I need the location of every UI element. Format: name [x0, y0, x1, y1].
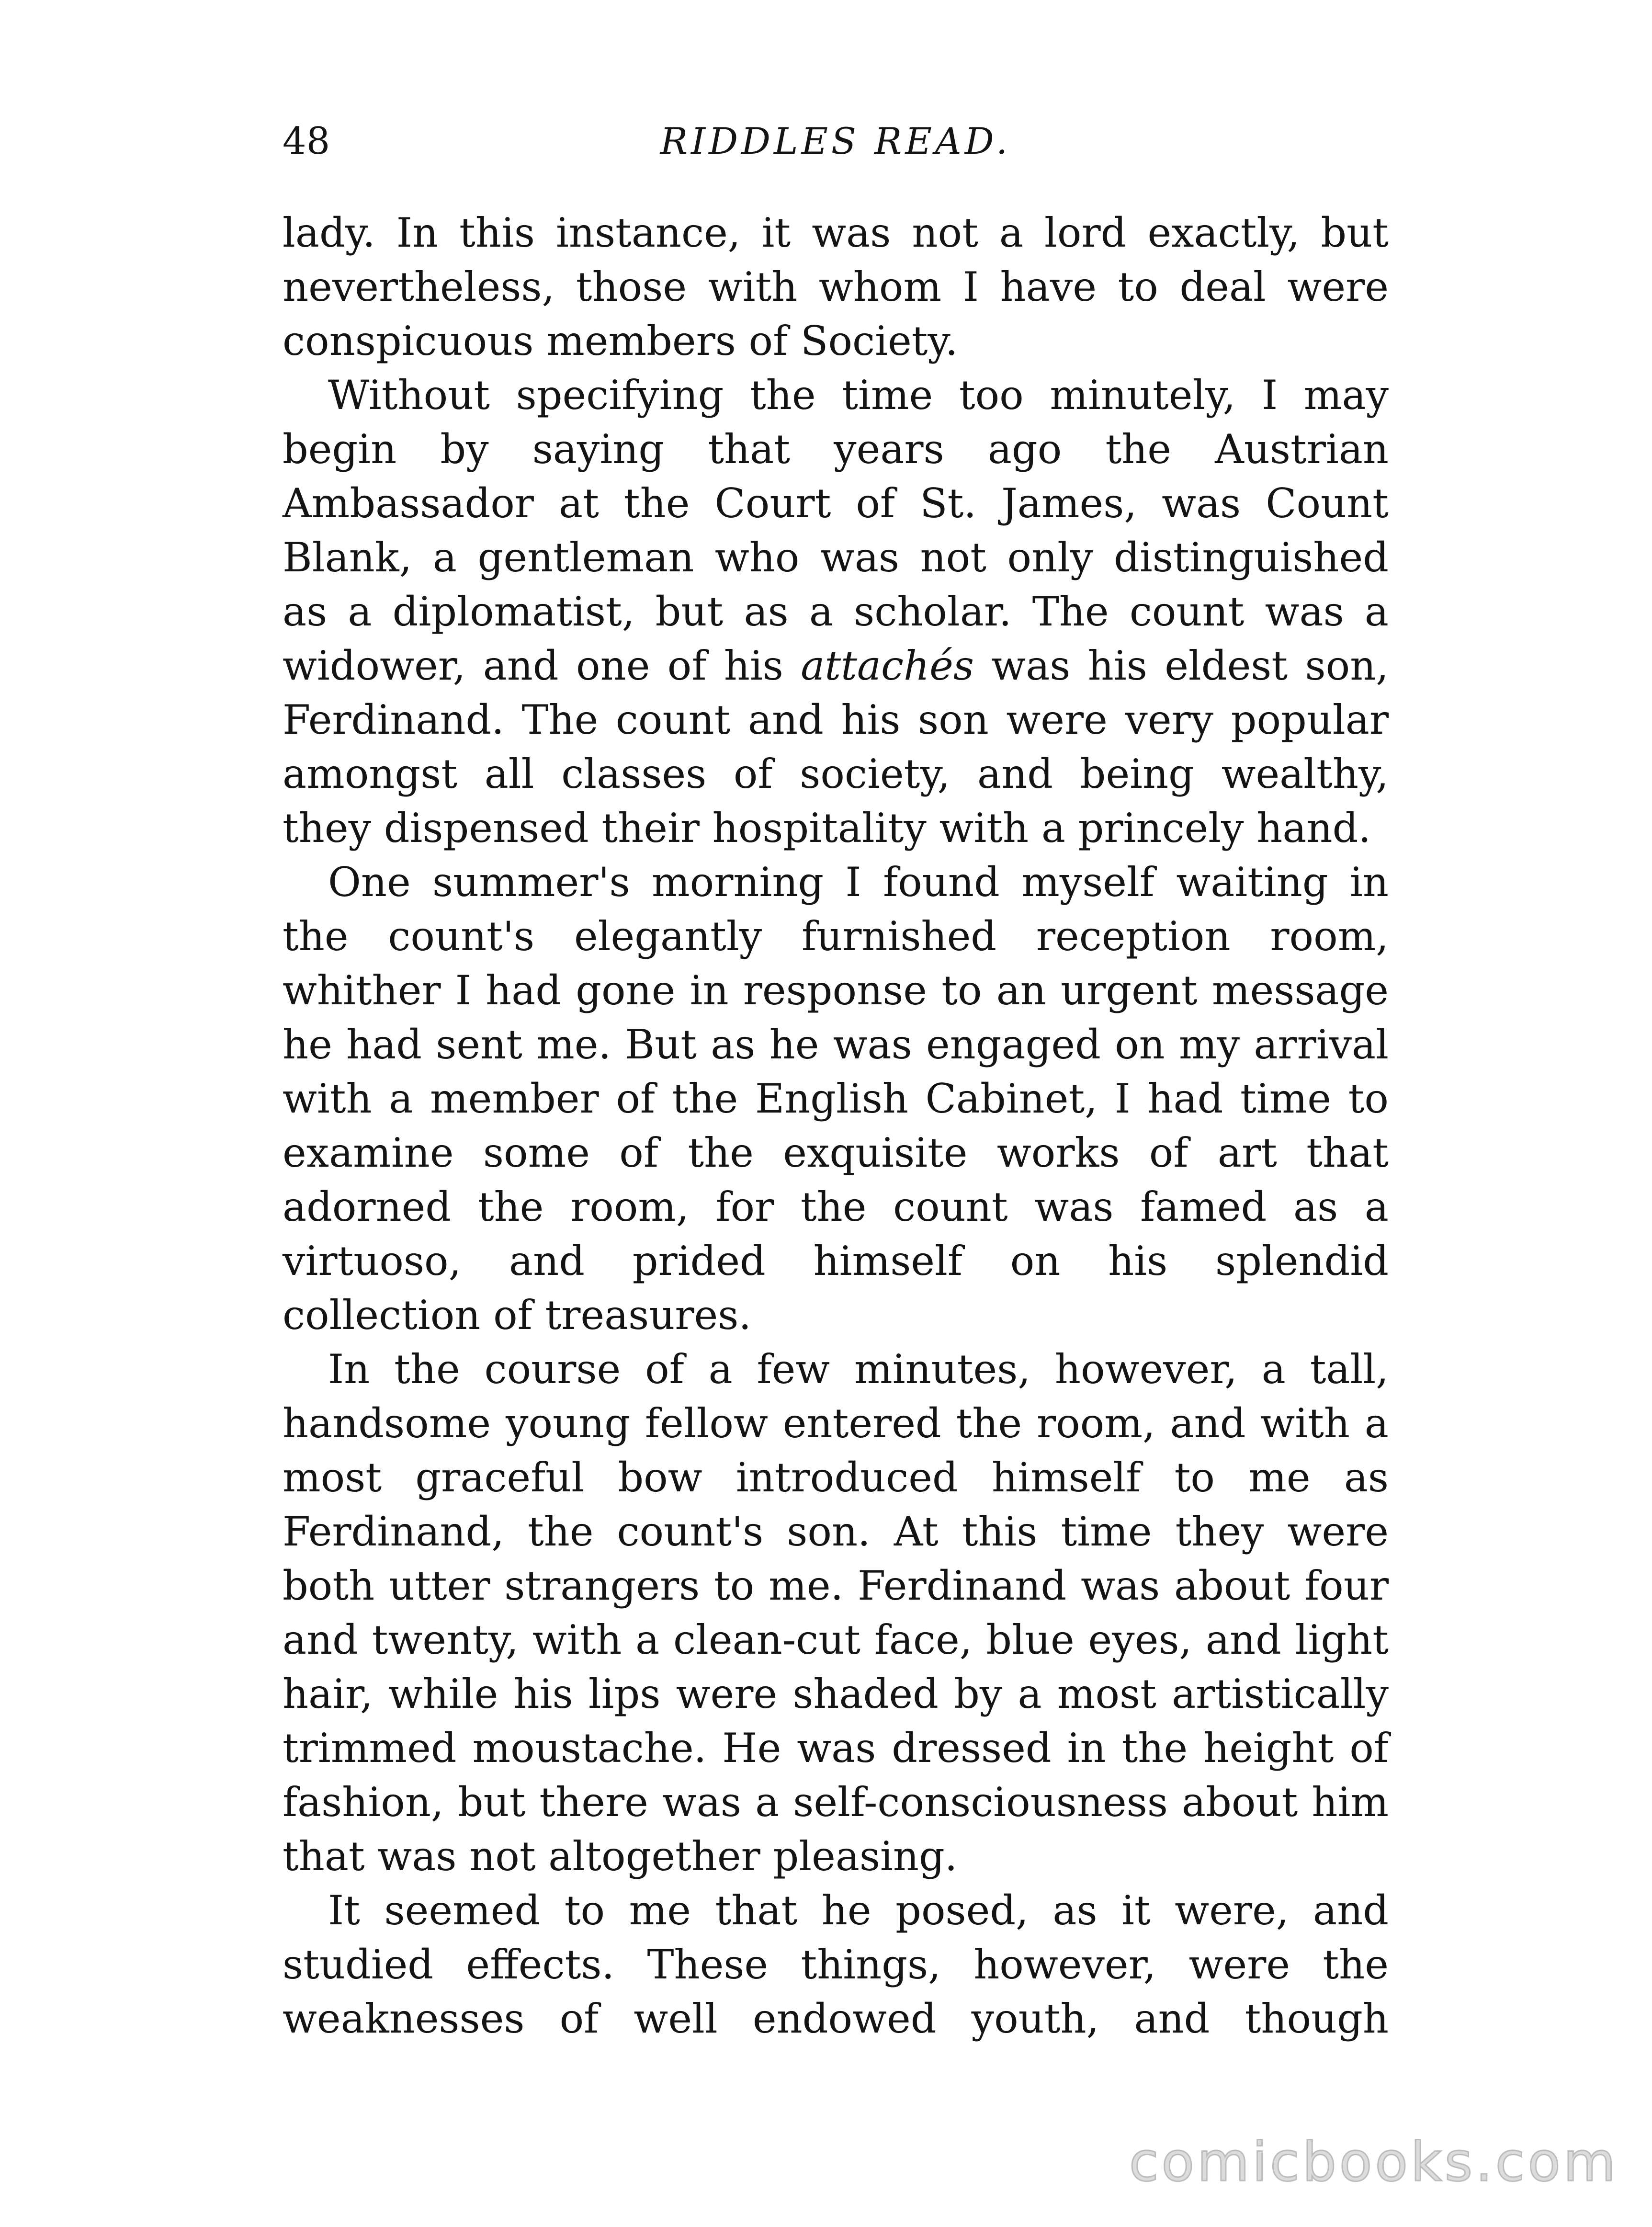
- watermark-logo: comicbooks.com: [1129, 2131, 1618, 2193]
- paragraph-2-italic-word: attachés: [801, 642, 974, 689]
- page-number: 48: [283, 120, 330, 163]
- paragraph-4: In the course of a few minutes, however, a tall, handsome young fellow entered the room, and with a most graceful bow introduced himself to me as Ferdinand, the count's son. At this time they were both utter strangers to me. Ferdinand was about four and twenty, with a clean-cut face, blue eyes, and light hair, while his lips were shaded by a most artistically trimmed moustache. He was dressed in the height of fashion, but there was a self-consciousness about him that was not altogether pleasing.: [283, 1346, 1389, 1880]
- paragraph-2-text-before: Without specifying the time too minutely, I may begin by saying that years ago the Austrian Ambassador at the Court of St. James, was Count Blank, a gentleman who was not only distinguished as a diplomatist, but as a scholar. The count was a widower, and one of his: [283, 372, 1389, 689]
- paragraph-2-text-after: was his eldest son, Ferdinand. The count and his son were very popular amongst all classes of society, and being wealthy, they dispensed their hospitality with a princely hand.: [283, 642, 1389, 852]
- paragraph-2: [283, 368, 1389, 855]
- paragraph-1: lady. In this instance, it was not a lord exactly, but nevertheless, those with whom I have to deal were conspicuous members of Society.: [283, 209, 1389, 364]
- running-head: RIDDLES READ.: [660, 120, 1011, 162]
- body-text: [283, 206, 1389, 2046]
- page-header: [283, 115, 1389, 172]
- paragraph-3: One summer's morning I found myself waiting in the count's elegantly furnished reception room, whither I had gone in response to an urgent message he had sent me. But as he was engaged on my arrival with a member of the English Cabinet, I had time to examine some of the exquisite works of art that adorned the room, for the count was famed as a virtuoso, and prided himself on his splendid collection of treasures.: [283, 859, 1389, 1339]
- paragraph-5: It seemed to me that he posed, as it were, and studied effects. These things, however, were the weaknesses of well endowed youth, and though: [283, 1887, 1389, 2042]
